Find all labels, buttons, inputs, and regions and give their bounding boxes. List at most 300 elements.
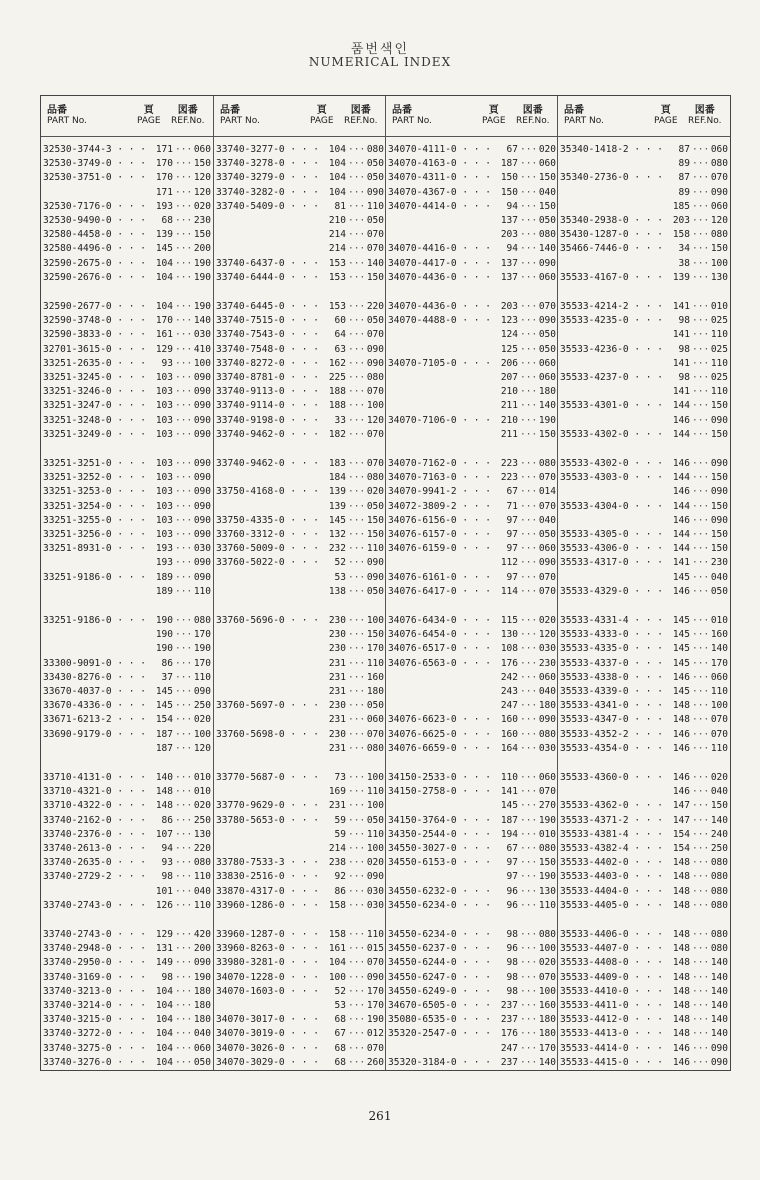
part-number: 34070-7105-0 · · ·	[388, 357, 491, 369]
page-value: 149	[155, 957, 173, 969]
ref-value: 180	[193, 1014, 211, 1026]
part-number: 34350-2544-0 · · ·	[388, 828, 491, 840]
table-row: 35533-4303-0 · · · 144 ··· 150	[560, 472, 728, 484]
ref-value: 190	[193, 301, 211, 312]
part-number: 35533-4335-0 · · ·	[560, 643, 663, 655]
ref-value: 100	[366, 843, 384, 854]
page-value: 161	[328, 943, 346, 955]
ref-value: 420	[193, 929, 211, 940]
page-value: 146	[672, 414, 690, 426]
ref-value: 070	[366, 458, 384, 469]
table-row: 35533-4302-0 · · · 146 ··· 090	[560, 458, 728, 469]
page-value: 144	[672, 472, 690, 484]
table-row: 33780-7533-3 · · · 238 ··· 020	[216, 857, 384, 869]
table-row: 34550-6237-0 · · · 96 ··· 100	[388, 943, 556, 955]
part-number: 33740-2376-0 · · ·	[43, 828, 146, 840]
table-row: 33760-5009-0 · · · 232 ··· 110	[216, 543, 384, 555]
header-column: 品番 PART No. 頁 PAGE 図番 REF.No.	[557, 96, 730, 136]
table-row: 34550-6232-0 · · · 96 ··· 130	[388, 885, 556, 897]
page-value: 210	[328, 215, 346, 226]
ref-value: 190	[193, 271, 211, 283]
table-row: 33780-5653-0 · · · 59 ··· 050	[216, 814, 384, 826]
table-row: 33740-3275-0 · · · 104 ··· 060	[43, 1042, 211, 1054]
part-number: 33740-2743-0 · · ·	[43, 899, 146, 911]
page-value: 189	[155, 585, 173, 597]
page-value: 131	[155, 943, 173, 955]
page-value: 97	[506, 514, 518, 526]
part-number: 35533-4402-0 · · ·	[560, 857, 663, 869]
ref-value: 190	[538, 814, 556, 826]
page-value: 71	[506, 500, 518, 512]
ref-value: 150	[366, 514, 384, 526]
page-value: 170	[155, 158, 173, 170]
ref-value: 050	[193, 1056, 211, 1068]
ref-value: 140	[538, 1056, 556, 1068]
page-value: 171	[155, 144, 173, 155]
page-value: 203	[500, 301, 518, 312]
part-number: 34550-6232-0 · · ·	[388, 885, 491, 897]
table-row: 231 ··· 060	[214, 713, 386, 726]
page-value: 148	[672, 943, 690, 955]
table-row: 34070-7106-0 · · · 210 ··· 190	[388, 414, 556, 426]
part-number: 34076-6659-0 · · ·	[388, 742, 491, 754]
page-value: 207	[500, 372, 518, 383]
ref-value: 110	[366, 828, 384, 840]
part-number: 34070-4414-0 · · ·	[388, 200, 491, 212]
ref-value: 130	[710, 271, 728, 283]
page-value: 145	[672, 615, 690, 626]
part-number: 35533-4302-0 · · ·	[560, 428, 663, 440]
table-row: 35533-4337-0 · · · 145 ··· 170	[560, 657, 728, 669]
part-number: 35080-6535-0 · · ·	[388, 1014, 491, 1026]
ref-value: 030	[193, 543, 211, 555]
page-value: 104	[155, 271, 173, 283]
page-value: 98	[506, 957, 518, 969]
ref-value: 090	[710, 458, 728, 469]
page-value: 33	[334, 414, 346, 426]
header-column: 品番 PART No. 頁 PAGE 図番 REF.No.	[213, 96, 386, 136]
page-value: 231	[328, 714, 346, 726]
table-row: 34072-3809-2 · · · 71 ··· 070	[388, 500, 556, 512]
part-number: 35533-4362-0 · · ·	[560, 800, 663, 812]
page-value: 103	[155, 372, 173, 383]
ref-value: 090	[710, 514, 728, 526]
page-value: 141	[672, 386, 690, 398]
part-number: 33430-8276-0 · · ·	[43, 671, 146, 683]
ref-value: 080	[710, 943, 728, 955]
ref-value: 080	[193, 615, 211, 626]
table-row: 34550-6247-0 · · · 98 ··· 070	[388, 971, 556, 983]
table-row: 33740-2635-0 · · · 93 ··· 080	[43, 857, 211, 869]
table-row: 214 ··· 070	[214, 228, 386, 241]
table-row: 210 ··· 180	[386, 385, 558, 398]
table-row: 33740-2948-0 · · · 131 ··· 200	[43, 943, 211, 955]
part-number: 33251-2635-0 · · ·	[43, 357, 146, 369]
part-number: 34550-6249-0 · · ·	[388, 985, 491, 997]
ref-value: 050	[366, 814, 384, 826]
ref-value: 130	[193, 828, 211, 840]
part-number: 33760-5697-0 · · ·	[216, 700, 319, 712]
table-row: 33251-3251-0 · · · 103 ··· 090	[43, 458, 211, 469]
page-value: 145	[500, 800, 518, 812]
page-value: 247	[500, 1042, 518, 1054]
page-value: 176	[500, 1028, 518, 1040]
table-row: 35533-4167-0 · · · 139 ··· 130	[560, 271, 728, 283]
table-row: 139 ··· 050	[214, 500, 386, 513]
ref-value: 050	[538, 329, 556, 341]
ref-value: 100	[710, 700, 728, 712]
ref-value: 150	[710, 472, 728, 484]
table-row: 33740-3169-0 · · · 98 ··· 190	[43, 971, 211, 983]
part-number: 35533-4167-0 · · ·	[560, 271, 663, 283]
page-value: 104	[155, 1042, 173, 1054]
table-row: 32590-2675-0 · · · 104 ··· 190	[43, 257, 211, 269]
ref-value: 020	[366, 857, 384, 869]
part-number: 33760-5009-0 · · ·	[216, 543, 319, 555]
ref-value: 020	[538, 957, 556, 969]
page-value: 148	[672, 985, 690, 997]
page-value: 182	[328, 428, 346, 440]
table-row: 35533-4329-0 · · · 146 ··· 050	[560, 585, 728, 597]
page-value: 103	[155, 529, 173, 540]
table-row: 35533-4381-4 · · · 154 ··· 240	[560, 828, 728, 840]
table-row: 211 ··· 150	[386, 428, 558, 441]
part-number: 35533-4412-0 · · ·	[560, 1014, 663, 1026]
table-row: 35533-4347-0 · · · 148 ··· 070	[560, 714, 728, 726]
page-value: 237	[500, 1056, 518, 1068]
page-value: 160	[500, 714, 518, 726]
page-number: 261	[368, 1109, 392, 1123]
table-row: 190 ··· 170	[41, 628, 213, 641]
part-number: 33740-9114-0 · · ·	[216, 400, 319, 412]
table-row: 33740-9114-0 · · · 188 ··· 100	[216, 400, 384, 412]
table-row: 32701-3615-0 · · · 129 ··· 410	[43, 343, 211, 355]
part-number: 35533-4301-0 · · ·	[560, 400, 663, 412]
ref-value: 110	[366, 543, 384, 555]
part-number: 34550-6153-0 · · ·	[388, 857, 491, 869]
ref-value: 170	[366, 1000, 384, 1011]
part-number: 32701-3615-0 · · ·	[43, 343, 146, 355]
part-number: 34150-3764-0 · · ·	[388, 814, 491, 826]
ref-value: 010	[193, 786, 211, 798]
table-row: 34150-2758-0 · · · 141 ··· 070	[388, 786, 556, 798]
ref-value: 260	[366, 1056, 384, 1068]
table-row: 35533-4410-0 · · · 148 ··· 140	[560, 985, 728, 997]
page-value: 145	[672, 657, 690, 669]
page-value: 98	[506, 971, 518, 983]
page-value: 161	[155, 329, 173, 341]
page-value: 94	[506, 200, 518, 212]
table-row: 35533-4317-0 · · · 141 ··· 230	[560, 557, 728, 569]
ref-value: 050	[366, 158, 384, 170]
table-row: 34070-4414-0 · · · 94 ··· 150	[388, 200, 556, 212]
table-row: 33740-3278-0 · · · 104 ··· 050	[216, 158, 384, 170]
part-number: 33251-9186-0 · · ·	[43, 571, 146, 583]
page-value: 110	[500, 772, 518, 783]
page-value: 96	[506, 943, 518, 955]
page-value: 67	[506, 144, 518, 155]
table-row: 33740-7548-0 · · · 63 ··· 090	[216, 343, 384, 355]
table-row: 34670-6505-0 · · · 237 ··· 160	[388, 1000, 556, 1011]
table-row: 33251-9186-0 · · · 189 ··· 090	[43, 571, 211, 583]
header-column: 品番 PART No. 頁 PAGE 図番 REF.No.	[47, 105, 205, 126]
table-row: 33740-7515-0 · · · 60 ··· 050	[216, 315, 384, 327]
table-row: 33251-3247-0 · · · 103 ··· 090	[43, 400, 211, 412]
part-number: 33740-3214-0 · · ·	[43, 1000, 146, 1011]
page-value: 141	[672, 329, 690, 341]
page-value: 148	[672, 1014, 690, 1026]
ref-value: 090	[710, 414, 728, 426]
ref-value: 040	[538, 686, 556, 697]
page-value: 210	[500, 414, 518, 426]
ref-value: 110	[193, 871, 211, 883]
table-body	[41, 136, 730, 1070]
table-row: 34076-6563-0 · · · 176 ··· 230	[388, 657, 556, 669]
table-row: 214 ··· 070	[214, 242, 386, 255]
ref-value: 110	[366, 786, 384, 798]
page-value: 104	[328, 158, 346, 170]
page-value: 231	[328, 742, 346, 754]
part-number: 33251-3246-0 · · ·	[43, 386, 146, 398]
table-row: 34550-6244-0 · · · 98 ··· 020	[388, 957, 556, 969]
page-value: 96	[506, 899, 518, 911]
table-row: 35533-4354-0 · · · 146 ··· 110	[560, 742, 728, 754]
ref-value: 090	[193, 557, 211, 569]
page-value: 103	[155, 472, 173, 484]
ref-value: 230	[710, 557, 728, 569]
page-value: 97	[506, 529, 518, 540]
ref-value: 090	[710, 1042, 728, 1054]
table-row: 35533-4236-0 · · · 98 ··· 025	[560, 343, 728, 355]
part-number: 34150-2758-0 · · ·	[388, 786, 491, 798]
ref-value: 070	[366, 1042, 384, 1054]
ref-value: 150	[710, 400, 728, 412]
part-number: 33740-8272-0 · · ·	[216, 357, 319, 369]
page-value: 103	[155, 386, 173, 398]
index-column-1	[41, 136, 213, 1070]
table-row: 35320-2547-0 · · · 176 ··· 180	[388, 1028, 556, 1040]
part-number: 33740-2635-0 · · ·	[43, 857, 146, 869]
part-number: 35533-4405-0 · · ·	[560, 899, 663, 911]
page-value: 139	[155, 229, 173, 241]
table-row: 34070-4436-0 · · · 203 ··· 070	[388, 301, 556, 312]
part-number: 35533-4236-0 · · ·	[560, 343, 663, 355]
part-number: 34070-4163-0 · · ·	[388, 158, 491, 170]
part-number: 32530-3751-0 · · ·	[43, 172, 146, 184]
part-number: 35533-4382-4 · · ·	[560, 843, 663, 854]
table-row: 35533-4411-0 · · · 148 ··· 140	[560, 1000, 728, 1011]
table-row: 32590-2676-0 · · · 104 ··· 190	[43, 271, 211, 283]
table-row: 89 ··· 080	[558, 157, 730, 170]
part-number: 34070-4436-0 · · ·	[388, 271, 491, 283]
ref-value: 120	[193, 172, 211, 184]
ref-value: 150	[366, 629, 384, 641]
part-number: 35533-4235-0 · · ·	[560, 315, 663, 327]
header-column: 品番 PART No. 頁 PAGE 図番 REF.No.	[385, 96, 558, 136]
part-number: 33740-3282-0 · · ·	[216, 186, 319, 198]
page-value: 59	[334, 814, 346, 826]
ref-value: 070	[366, 329, 384, 341]
table-row: 33740-9113-0 · · · 188 ··· 070	[216, 386, 384, 398]
page-value: 148	[672, 971, 690, 983]
table-row: 33251-3253-0 · · · 103 ··· 090	[43, 486, 211, 498]
ref-value: 150	[193, 158, 211, 170]
table-row: 35533-4407-0 · · · 148 ··· 080	[560, 943, 728, 955]
page-value: 94	[506, 243, 518, 255]
ref-value: 070	[710, 172, 728, 184]
part-number: 35533-4302-0 · · ·	[560, 458, 663, 469]
ref-value: 220	[366, 301, 384, 312]
table-row: 210 ··· 050	[214, 214, 386, 227]
page-value: 230	[328, 728, 346, 740]
ref-value: 060	[710, 671, 728, 683]
ref-value: 020	[710, 772, 728, 783]
page-value: 98	[506, 985, 518, 997]
ref-value: 230	[538, 657, 556, 669]
page-value: 89	[678, 186, 690, 198]
page-value: 139	[328, 486, 346, 498]
part-number: 34076-6623-0 · · ·	[388, 714, 491, 726]
table-row: 34070-7162-0 · · · 223 ··· 080	[388, 458, 556, 469]
table-row: 35533-4409-0 · · · 148 ··· 140	[560, 971, 728, 983]
page-value: 104	[328, 172, 346, 184]
table-row: 97 ··· 190	[386, 870, 558, 883]
page-value: 160	[500, 728, 518, 740]
ref-value: 170	[366, 985, 384, 997]
ref-value: 010	[193, 772, 211, 783]
ref-value: 060	[538, 772, 556, 783]
part-number: 35466-7446-0 · · ·	[560, 243, 663, 255]
part-number: 33740-3277-0 · · ·	[216, 144, 319, 155]
ref-value: 070	[538, 571, 556, 583]
part-number: 33740-3213-0 · · ·	[43, 985, 146, 997]
table-row: 33740-9462-0 · · · 182 ··· 070	[216, 428, 384, 440]
table-row: 35533-4414-0 · · · 146 ··· 090	[560, 1042, 728, 1054]
page-value: 104	[155, 257, 173, 269]
page-value: 115	[500, 615, 518, 626]
page-value: 125	[500, 343, 518, 355]
page-value: 237	[500, 1014, 518, 1026]
part-number: 33740-9113-0 · · ·	[216, 386, 319, 398]
page-value: 124	[500, 329, 518, 341]
page-value: 104	[328, 186, 346, 198]
part-number: 33740-3278-0 · · ·	[216, 158, 319, 170]
page-value: 169	[328, 786, 346, 798]
page-value: 230	[328, 643, 346, 655]
ref-value: 090	[193, 571, 211, 583]
ref-value: 080	[366, 144, 384, 155]
page-value: 98	[506, 929, 518, 940]
table-row: 33740-9462-0 · · · 183 ··· 070	[216, 458, 384, 469]
ref-value: 140	[710, 1000, 728, 1011]
part-number: 35533-4408-0 · · ·	[560, 957, 663, 969]
part-number: 33251-3252-0 · · ·	[43, 472, 146, 484]
part-number: 33300-9091-0 · · ·	[43, 657, 146, 669]
table-row: 33980-3281-0 · · · 104 ··· 070	[216, 957, 384, 969]
ref-value: 250	[193, 814, 211, 826]
part-number: 33740-5409-0 · · ·	[216, 200, 319, 212]
table-row: 35340-2736-0 · · · 87 ··· 070	[560, 172, 728, 184]
ref-value: 030	[538, 643, 556, 655]
ref-value: 230	[193, 215, 211, 226]
page-value: 145	[672, 686, 690, 697]
ref-value: 120	[193, 186, 211, 198]
table-row: 33740-2729-2 · · · 98 ··· 110	[43, 871, 211, 883]
page-value: 129	[155, 929, 173, 940]
table-row: 33740-3272-0 · · · 104 ··· 040	[43, 1028, 211, 1040]
page-value: 187	[500, 814, 518, 826]
part-number: 33960-8263-0 · · ·	[216, 943, 319, 955]
ref-value: 060	[538, 271, 556, 283]
ref-value: 140	[366, 257, 384, 269]
part-number: 33251-3254-0 · · ·	[43, 500, 146, 512]
ref-value: 110	[366, 929, 384, 940]
table-row: 34070-1603-0 · · · 52 ··· 170	[216, 985, 384, 997]
ref-value: 040	[538, 514, 556, 526]
ref-value: 070	[366, 229, 384, 241]
ref-value: 110	[710, 357, 728, 369]
part-number: 33740-7548-0 · · ·	[216, 343, 319, 355]
page-value: 104	[155, 1014, 173, 1026]
ref-value: 160	[366, 671, 384, 683]
table-row: 33251-3246-0 · · · 103 ··· 090	[43, 386, 211, 398]
page-value: 103	[155, 458, 173, 469]
page-value: 145	[155, 243, 173, 255]
page-value: 210	[500, 386, 518, 398]
table-row: 33251-8931-0 · · · 193 ··· 030	[43, 543, 211, 555]
page-value: 141	[500, 786, 518, 798]
page-value: 60	[334, 315, 346, 327]
table-row: 34070-1228-0 · · · 100 ··· 090	[216, 971, 384, 983]
table-row: 33670-4037-0 · · · 145 ··· 090	[43, 686, 211, 697]
table-row: 231 ··· 110	[214, 657, 386, 670]
page-value: 154	[672, 843, 690, 854]
part-number: 35320-3184-0 · · ·	[388, 1056, 491, 1068]
ref-value: 060	[710, 144, 728, 155]
page-value: 164	[500, 742, 518, 754]
page-value: 68	[334, 1042, 346, 1054]
page-value: 153	[328, 257, 346, 269]
table-row: 231 ··· 080	[214, 742, 386, 755]
table-row: 34550-6234-0 · · · 98 ··· 080	[388, 929, 556, 940]
ref-value: 080	[710, 929, 728, 940]
page-value: 148	[672, 899, 690, 911]
part-number: 33740-3215-0 · · ·	[43, 1014, 146, 1026]
table-row: 35533-4382-4 · · · 154 ··· 250	[560, 843, 728, 854]
page-value: 188	[328, 386, 346, 398]
ref-value: 080	[710, 885, 728, 897]
table-row: 33740-3213-0 · · · 104 ··· 180	[43, 985, 211, 997]
table-row: 33740-2743-0 · · · 126 ··· 110	[43, 899, 211, 911]
page-value: 146	[672, 458, 690, 469]
ref-value: 050	[710, 585, 728, 597]
ref-value: 150	[538, 428, 556, 440]
page-value: 86	[161, 657, 173, 669]
page-value: 94	[161, 843, 173, 854]
page-value: 140	[155, 772, 173, 783]
part-number: 35340-2938-0 · · ·	[560, 215, 663, 226]
part-number: 33870-4317-0 · · ·	[216, 885, 319, 897]
ref-value: 040	[193, 885, 211, 897]
part-number: 35533-4337-0 · · ·	[560, 657, 663, 669]
ref-value: 090	[193, 458, 211, 469]
table-row: 125 ··· 050	[386, 343, 558, 356]
part-number: 34076-6417-0 · · ·	[388, 585, 491, 597]
page-value: 112	[500, 557, 518, 569]
part-number: 35533-4341-0 · · ·	[560, 700, 663, 712]
ref-value: 090	[366, 971, 384, 983]
table-row: 33740-6445-0 · · · 153 ··· 220	[216, 301, 384, 312]
